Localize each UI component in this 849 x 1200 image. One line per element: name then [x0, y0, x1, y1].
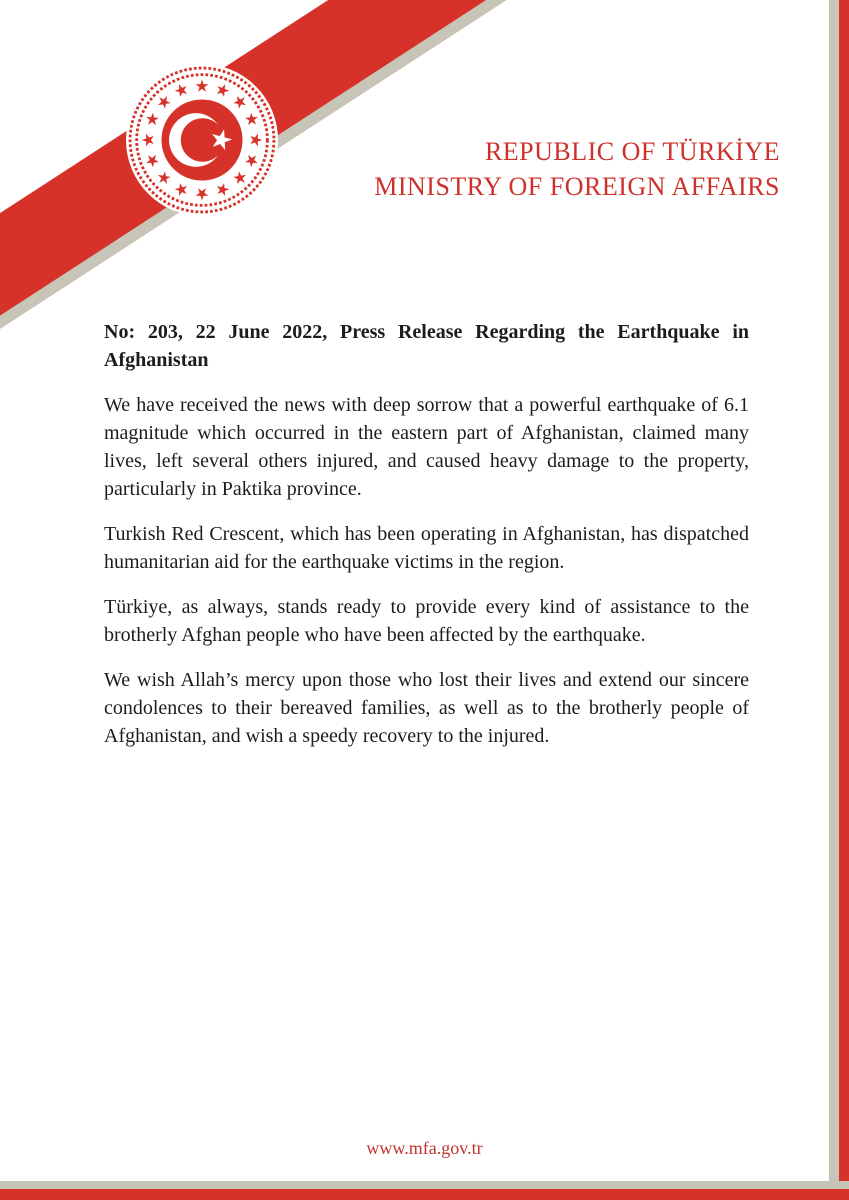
header-line-republic: REPUBLIC OF TÜRKİYE [484, 137, 780, 166]
right-edge-red-stripe [839, 0, 849, 1200]
press-release-paragraph: We have received the news with deep sorrow that a powerful earthquake of 6.1 magnitude which occurred in the eastern part of Afghanistan, claimed many lives, left several others injured, and caused heavy damage to the property, particularly in Paktika province. [104, 394, 749, 500]
press-release-title: No: 203, 22 June 2022, Press Release Regarding the Earthquake in Afghanistan [104, 321, 749, 371]
bottom-edge-red-stripe [0, 1189, 849, 1200]
ministry-header [374, 134, 780, 204]
press-release-body [104, 318, 749, 767]
press-release-paragraph: Turkish Red Crescent, which has been operating in Afghanistan, has dispatched humanitarian aid for the earthquake victims in the region. [104, 523, 749, 573]
turkiye-mfa-emblem-icon [126, 64, 278, 216]
press-release-paragraph: We wish Allah’s mercy upon those who lost their lives and extend our sincere condolences to their bereaved families, as well as to the brotherly people of Afghanistan, and wish a speedy recovery to the injured. [104, 669, 749, 747]
footer [0, 1138, 849, 1159]
press-release-paragraph: Türkiye, as always, stands ready to provide every kind of assistance to the brotherly Afghan people who have been affected by the earthquake. [104, 596, 749, 646]
header-line-ministry: MINISTRY OF FOREIGN AFFAIRS [374, 172, 780, 201]
footer-website-url: www.mfa.gov.tr [366, 1138, 483, 1158]
right-edge-shadow-stripe [829, 0, 839, 1200]
bottom-edge-shadow-stripe [0, 1181, 849, 1189]
